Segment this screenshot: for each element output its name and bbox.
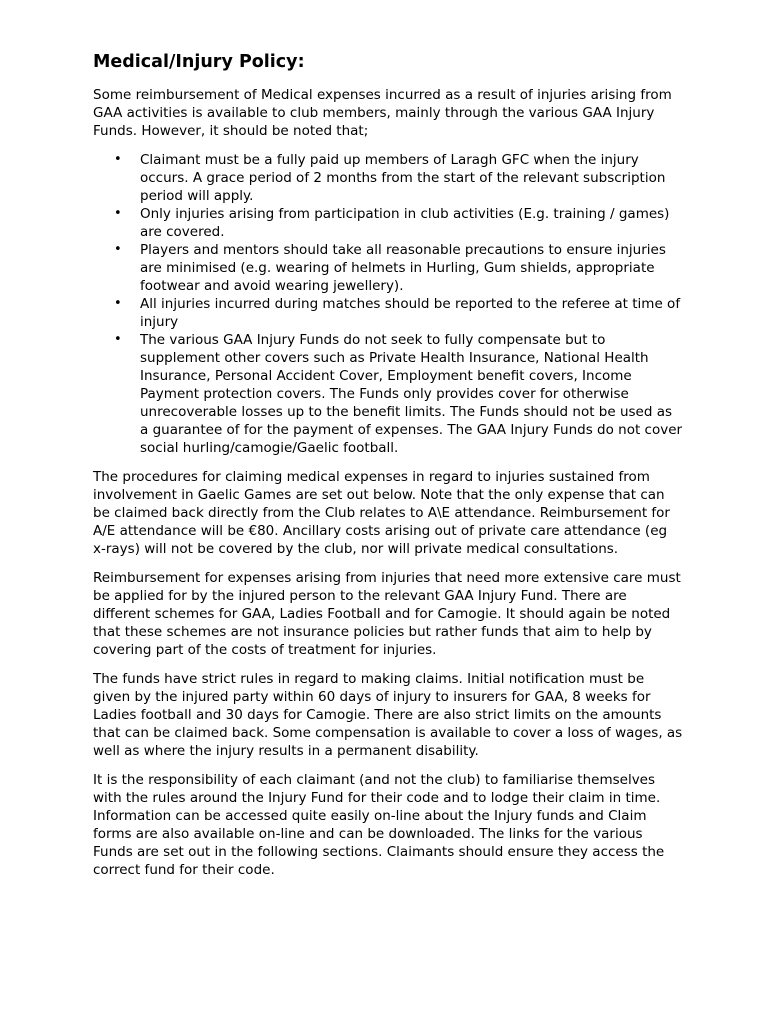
list-item-text: All injuries incurred during matches should be reported to the referee at time of injury (140, 296, 681, 330)
list-item-text: The various GAA Injury Funds do not seek to fully compensate but to supplement other covers such as Private Health Insurance, National Health Insurance, Personal Accident Cover, Employment benefit covers, Income Payment protection covers. The Funds only provides cover for otherwise unrecoverable losses up to the benefit limits. The Funds should not be used as a guarantee of for the payment of expenses. The GAA Injury Funds do not cover social hurling/camogie/Gaelic football. (140, 332, 683, 456)
responsibility-paragraph: It is the responsibility of each claimant (and not the club) to familiarise themselves with the rules around the Injury Fund for their code and to lodge their claim in time. Information can be accessed quite easily on-line about the Injury funds and Claim forms are also available on-line and can be downloaded. The links for the various Funds are set out in the following sections. Claimants should ensure they access the correct fund for their code. (93, 772, 665, 878)
list-item (93, 331, 683, 457)
list-item (93, 295, 683, 331)
list-item-text: Players and mentors should take all reasonable precautions to ensure injuries are minimised (e.g. wearing of helmets in Hurling, Gum shields, appropriate footwear and avoid wearing jewellery). (140, 242, 666, 294)
bullet-icon: • (114, 152, 122, 167)
bullet-icon: • (114, 296, 122, 311)
claim-rules-paragraph: The funds have strict rules in regard to making claims. Initial notification must be given by the injured party within 60 days of injury to insurers for GAA, 8 weeks for Ladies football and 30 days for Camogie. There are also strict limits on the amounts that can be claimed back. Some compensation is available to cover a loss of wages, as well as where the injury results in a permanent disability. (93, 671, 683, 759)
page-title: Medical/Injury Policy: (93, 52, 305, 72)
bullet-icon: • (114, 332, 122, 347)
list-item (93, 151, 683, 205)
list-item-text: Only injuries arising from participation in club activities (E.g. training / games) are covered. (140, 206, 670, 240)
document-page (93, 50, 683, 890)
bullet-icon: • (114, 206, 122, 221)
policy-bullet-list (93, 151, 683, 457)
reimbursement-paragraph: Reimbursement for expenses arising from injuries that need more extensive care must be applied for by the injured person to the relevant GAA Injury Fund. There are different schemes for GAA, Ladies Football and for Camogie. It should again be noted that these schemes are not insurance policies but rather funds that aim to help by covering part of the costs of treatment for injuries. (93, 570, 681, 658)
bullet-icon: • (114, 242, 122, 257)
intro-paragraph: Some reimbursement of Medical expenses incurred as a result of injuries arising from GAA activities is available to club members, mainly through the various GAA Injury Funds. However, it should be noted that; (93, 87, 672, 139)
list-item-text: Claimant must be a fully paid up members of Laragh GFC when the injury occurs. A grace period of 2 months from the start of the relevant subscription period will apply. (140, 152, 666, 204)
procedures-paragraph: The procedures for claiming medical expenses in regard to injuries sustained from involvement in Gaelic Games are set out below. Note that the only expense that can be claimed back directly from the Club relates to A\E attendance. Reimbursement for A/E attendance will be €80. Ancillary costs arising out of private care attendance (eg x-rays) will not be covered by the club, nor will private medical consultations. (93, 469, 670, 557)
list-item (93, 205, 683, 241)
list-item (93, 241, 683, 295)
